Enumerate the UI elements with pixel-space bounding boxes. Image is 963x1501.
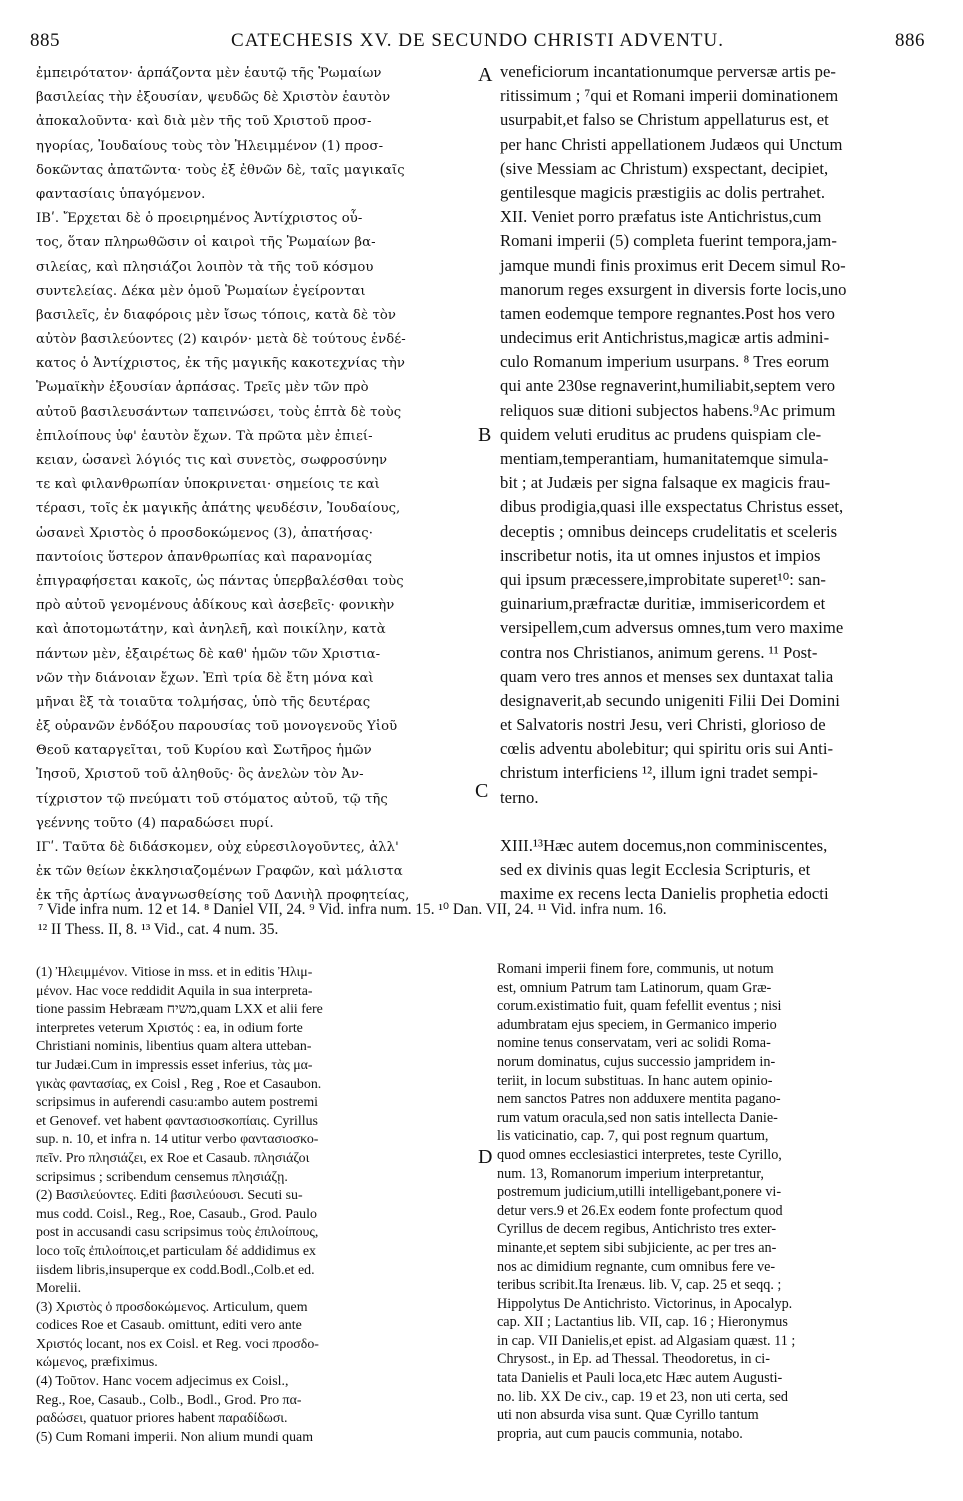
footnote-line: κώμενος, præfiximus. — [36, 1355, 158, 1371]
footnote-line: (3) Χριστὸς ὁ προσδοκώμενος. Articulum, quem — [36, 1299, 308, 1315]
greek-text-line: τε καὶ φιλανθρωπίαν ὑποκρινεται· σημείοις τε καὶ — [36, 477, 380, 493]
margin-marker-b: B — [478, 424, 492, 446]
greek-text-line: ΙΒʹ. Ἔρχεται δὲ ὁ προειρημένος Ἀντίχριστος οὗ- — [36, 211, 363, 227]
latin-text-line: sed ex divinis quas legit Ecclesia Scripturis, et — [500, 860, 811, 880]
latin-text-line: XIII.¹³Hæc autem docemus,non comminiscentes, — [500, 836, 828, 855]
footnote-line: tione passim Hebræam משיח,quam LXX et alii fere — [36, 1002, 323, 1018]
latin-text-column — [500, 60, 930, 907]
footnote-line: tur Judæi.Cum in impressis esset inferius, τὰς μα- — [36, 1057, 313, 1073]
footnote-line: rum vatum oracula,sed non satis intellecta Danie- — [497, 1109, 778, 1126]
latin-text-line: jamque mundi finis proximus erit Decem simul Ro- — [500, 255, 846, 275]
footnote-line: in cap. VII Danielis,et epist. ad Algasiam quæst. 11 ; — [497, 1332, 796, 1349]
latin-text-line: dibus prodigia,quasi ille exspectatus Christus esset, — [500, 497, 844, 517]
greek-text-line: ἐμπειρότατον· ἁρπάζοντα μὲν ἑαυτῷ τῆς Ῥωμαίων — [36, 66, 382, 81]
greek-text-line: φαντασίαις ὑπαγόμενον. — [36, 186, 206, 202]
footnote-line: interpretes veterum Χριστός : ea, in odium forte — [36, 1020, 303, 1036]
greek-text-line: ηγορίας, Ἰουδαίους τοὺς τὸν Ἠλειμμένον (1) προσ- — [36, 138, 384, 154]
margin-marker-a: A — [478, 64, 493, 86]
greek-text-line: κατος ὁ Ἀντίχριστος, ἐκ τῆς μαγικῆς κακοτεχνίας τὴν — [36, 356, 405, 372]
footnote-line: lis vaticinatio, cap. 7, qui post regnum quartum, — [497, 1128, 769, 1145]
latin-text-line: bit ; at Judæis per signa falsaque ex magicis frau- — [500, 473, 831, 493]
footnote-line: Hippolytus De Antichristo. Victorinus, in Apocalyp. — [497, 1295, 793, 1312]
reference-line: ⁷ Vide infra num. 12 et 14. ⁸ Daniel VII, 24. ⁹ Vid. infra num. 15. ¹⁰ Dan. VII, 24. ¹¹ Vid. infra num. 16. — [38, 901, 667, 918]
footnote-line: μένον. Hac voce reddidit Aquila in sua interpreta- — [36, 983, 313, 999]
latin-text-line: guinarium,præfractæ duritiæ, immisericordem et — [500, 594, 826, 614]
footnote-line: (4) Τοῦτον. Hanc vocem adjecimus ex Coisl., — [36, 1374, 289, 1390]
footnote-line: adumbratam ejus speciem, in Germanico imperio — [497, 1016, 777, 1033]
latin-text-line: designaverit,ab secundo unigeniti Filii Dei Domini — [500, 690, 840, 710]
greek-text-line: μῆναι ἓξ τὰ τοιαῦτα τολμήσας, ὑπὸ τῆς δευτέρας — [36, 694, 371, 710]
greek-text-line: πρὸ αὐτοῦ γενομένους ἀδίκους καὶ ἀσεβεῖς· φονικὴν — [36, 598, 395, 614]
footnote-line: detur vers.9 et 26.Ex eodem fonte profectum quod — [497, 1202, 783, 1219]
latin-text-line: maxime ex recens lecta Danielis prophetia edocti — [500, 884, 829, 904]
page-number-left: 885 — [30, 30, 60, 51]
footnote-line: sup. n. 10, et infra n. 14 utitur verbo φαντασιοσκο- — [36, 1132, 319, 1148]
latin-text-line: veneficiorum incantationumque perversæ artis pe- — [500, 62, 837, 81]
greek-text-line: Ἰησοῦ, Χριστοῦ τοῦ ἀληθοῦς· ὃς ἀνελὼν τὸν Ἀν- — [36, 767, 364, 783]
greek-text-line: νῶν τὴν διάνοιαν ἔχων. Ἐπὶ τρία δὲ ἔτη μόνα καὶ — [36, 670, 374, 686]
footnote-line: γικὰς φαντασίας, ex Coisl , Reg , Roe et Casaubon. — [36, 1076, 322, 1092]
greek-text-line: ἐξ οὐρανῶν ἐνδόξου παρουσίας τοῦ μονογενοῦς Υἱοῦ — [36, 719, 398, 735]
latin-text-line: qui ante 230se regnaverint,humiliabit,septem vero — [500, 376, 836, 396]
latin-text-line: reliquos suæ ditioni subjectos habens.⁹Ac primum — [500, 400, 836, 420]
greek-text-line: ΙΓʹ. Ταῦτα δὲ διδάσκομεν, οὐχ εὑρεσιλογοῦντες, ἀλλ' — [36, 840, 399, 855]
greek-text-line: γεέννης τοῦτο (4) παραδώσει πυρί. — [36, 815, 274, 831]
greek-text-line: τος, ὅταν πληρωθῶσιν οἱ καιροὶ τῆς Ῥωμαίων βα- — [36, 235, 376, 251]
footnote-line: nem sanctos Patres non adduxere mentita pagano- — [497, 1091, 781, 1108]
footnotes-right-column — [497, 960, 929, 1443]
greek-text-line: σιλείας, καὶ πλησιάζοι λοιπὸν τὰ τῆς τοῦ κόσμου — [36, 259, 374, 275]
footnote-line: uti non absurda visa sunt. Quæ Cyrillo tantum — [497, 1407, 759, 1424]
footnote-line: Christiani nominis, libentius quam altera utteban- — [36, 1039, 312, 1055]
footnote-line: (5) Cum Romani imperii. Non alium mundi quam — [36, 1429, 314, 1445]
footnote-line: πεῖν. Pro πλησιάζει, ex Roe et Casaub. πλησιάζοι — [36, 1150, 310, 1166]
greek-text-line: ἐπιλοίπους ὑφ' ἑαυτὸν ἔχων. Τὰ πρῶτα μὲν ἐπιεί- — [36, 428, 373, 444]
greek-text-line: Ῥωμαϊκὴν ἐξουσίαν ἁρπάσας. Τρεῖς μὲν τῶν πρὸ — [36, 380, 369, 396]
latin-text-line: mentiam,temperantiam, humanitatemque simula- — [500, 449, 829, 468]
latin-text-line: tamen eodemque tempore regnantes.Post hos vero — [500, 303, 836, 323]
footnote-line: corum.existimatio fuit, quam fefellit eventus ; nisi — [497, 998, 782, 1015]
margin-marker-d: D — [478, 1146, 493, 1168]
page-number-right: 886 — [895, 30, 925, 51]
latin-text-line: manorum reges exsurgent in diversis forte locis,uno — [500, 279, 847, 299]
latin-text-line: terno. — [500, 787, 539, 807]
greek-text-line: πάντων μὲν, ἐξαιρέτως δὲ καθ' ἡμῶν τῶν Χριστια- — [36, 646, 381, 662]
latin-text-line: cœlis adventu abolebitur; qui spiritu oris sui Anti- — [500, 739, 834, 759]
footnote-line: postremum judicium,utilli intelligebant,ponere vi- — [497, 1184, 782, 1201]
footnote-line: (1) Ἠλειμμένον. Vitiose in mss. et in editis Ἠλιμ- — [36, 965, 313, 980]
footnote-line: et Genovef. vet habent φαντασιοσκοπίαις. Cyrillus — [36, 1113, 318, 1129]
latin-text-line — [500, 810, 930, 834]
footnote-line: Χριστός locant, nos ex Coisl. et Reg. voci προσδο- — [36, 1336, 319, 1352]
scripture-references — [38, 900, 928, 940]
greek-text-line: ἀποκαλοῦντα· καὶ διὰ μὲν τῆς τοῦ Χριστοῦ προσ- — [36, 114, 372, 130]
latin-text-line: quidem veluti eruditus ac prudens quispiam cle- — [500, 424, 822, 444]
footnote-line: nomine tenus conservatam, veri ac solidi Roma- — [497, 1035, 771, 1052]
latin-text-line: inscribetur notis, ita ut omnes injustos et impios — [500, 545, 821, 565]
latin-text-line: versipellem,cum adversus omnes,tum vero maxime — [500, 618, 844, 638]
latin-text-line: gentilesque magicis præstigiis ac dolis pertrahet. — [500, 182, 826, 202]
latin-text-line: quam vero tres annos et menses sex duntaxat talia — [500, 666, 834, 686]
footnote-line: teriit, in locum substituas. In hanc autem opinio- — [497, 1072, 773, 1089]
footnote-line: codices Roe et Casaub. omittunt, editi vero ante — [36, 1318, 302, 1334]
greek-text-line: τίχριστον τῷ πνεύματι τοῦ στόματος αὐτοῦ, τῷ τῆς — [36, 791, 388, 807]
footnote-line: Chrysost., in Ep. ad Thessal. Theodoretus, in ci- — [497, 1351, 770, 1368]
greek-text-line: αὐτὸν βασιλεύοντες (2) καιρόν· μετὰ δὲ τούτους ἑνδέ- — [36, 332, 406, 348]
greek-text-line: βασιλείας τὴν ἐξουσίαν, ψευδῶς δὲ Χριστὸν ἑαυτὸν — [36, 90, 391, 106]
latin-text-line: deceptis ; omnibus deinceps crudelitatis et sceleris — [500, 521, 838, 541]
latin-text-line: ritissimum ; ⁷qui et Romani imperii dominationem — [500, 86, 839, 106]
footnote-line: ραδώσει, quatuor priores habent παραδίδωσι. — [36, 1411, 288, 1427]
latin-text-line: christum interficiens ¹², illum igni tradet sempi- — [500, 763, 818, 783]
footnote-line: norum dominatus, cujus successio jampridem in- — [497, 1053, 776, 1070]
greek-text-line: Θεοῦ καταργεῖται, τοῦ Κυρίου καὶ Σωτῆρος ἡμῶν — [36, 743, 372, 759]
footnote-line: cap. XII ; Lactantius lib. VII, cap. 16 ; Hieronymus — [497, 1314, 788, 1331]
footnote-line: (2) Βασιλεύοντες. Editi βασιλεύουσι. Secuti su- — [36, 1188, 303, 1204]
footnote-line: loco τοῖς ἐπιλοίποις,et particulam δέ addidimus ex — [36, 1243, 316, 1259]
running-title: CATECHESIS XV. DE SECUNDO CHRISTI ADVENTU. — [231, 30, 724, 51]
latin-text-line: et Salvatoris nostri Jesu, veri Christi, glorioso de — [500, 715, 826, 735]
latin-text-line: undecimus erit Antichristus,magicæ artis admini- — [500, 328, 830, 348]
footnote-line: no. lib. XX De civ., cap. 19 et 23, non uti certa, sed — [497, 1388, 789, 1405]
footnote-line: Cyrillus de decem regibus, Antichristo tres exter- — [497, 1221, 777, 1238]
latin-text-line: qui ipsum præcessere,improbitate superet¹⁰: san- — [500, 569, 827, 589]
footnotes-left-column — [36, 964, 476, 1447]
greek-text-line: ἐπιγραφήσεται κακοῖς, ὡς πάντας ὑπερβαλέσθαι τοὺς — [36, 573, 404, 589]
footnote-line: iisdem libris,insuperque ex codd.Bodl.,Colb.et ed. — [36, 1262, 315, 1278]
footnote-line: scripsimus in auferendi casu:ambo autem postremi — [36, 1095, 318, 1111]
greek-text-line: ὡσανεὶ Χριστὸς ὁ προσδοκώμενος (3), ἀπατήσας· — [36, 525, 374, 541]
footnote-line: quod omnes ecclesiastici interpretes, teste Cyrillo, — [497, 1146, 782, 1163]
reference-line: ¹² II Thess. II, 8. ¹³ Vid., cat. 4 num. 35. — [38, 921, 279, 938]
greek-text-line: ἐκ τῶν θείων ἐκκλησιαζομένων Γραφῶν, καὶ μάλιστα — [36, 864, 403, 880]
latin-text-line: Romani imperii (5) completa fuerint tempora,jam- — [500, 231, 837, 251]
greek-text-line: βασιλεῖς, ἐν διαφόροις μὲν ἴσως τόποις, κατὰ δὲ τὸν — [36, 307, 396, 323]
greek-text-line: καὶ ἀποτομωτάτην, καὶ ἀνηλεῆ, καὶ ποικίλην, κατὰ — [36, 622, 386, 638]
footnote-line: Romani imperii finem fore, communis, ut notum — [497, 961, 774, 977]
footnote-line: tata Danielis et Pauli loca,etc Hæc autem Augusti- — [497, 1370, 783, 1387]
footnote-line: propria, aut cum paucis communia, notabo. — [497, 1425, 743, 1442]
greek-text-line: ἐκ τῆς ἀρτίως ἀναγνωσθείσης τοῦ Δανιὴλ προφητείας, — [36, 888, 410, 904]
greek-text-line: τέρασι, τοῖς ἐκ μαγικῆς ἀπάτης ψευδέσιν, Ἰουδαίους, — [36, 501, 401, 517]
footnote-line: teribus scribit.Ita Irenæus. lib. V, cap. 25 et seqq. ; — [497, 1277, 782, 1294]
latin-text-line: per hanc Christi appellationem Judæos qui Unctum — [500, 134, 843, 154]
footnote-line: scripsimus ; scribendum censemus πλησιάζῃ. — [36, 1169, 288, 1185]
latin-text-line: culo Romanum imperium usurpans. ⁸ Tres eorum — [500, 352, 830, 372]
greek-text-line: παντοίοις ὕστερον ἀπανθρωπίας καὶ παρανομίας — [36, 549, 373, 565]
greek-text-line: κειαν, ὡσανεὶ λόγιός τις καὶ συνετὸς, σωφροσύνην — [36, 453, 388, 468]
greek-text-line: αὐτοῦ βασιλευσάντων ταπεινώσει, τοὺς ἑπτὰ δὲ τοὺς — [36, 404, 402, 420]
latin-text-line: usurpabit,et falso se Christum appellaturus est, et — [500, 110, 829, 130]
latin-text-line: contra nos Christianos, animum gerens. ¹¹ Post- — [500, 642, 818, 662]
latin-text-line: XII. Veniet porro præfatus iste Antichristus,cum — [500, 207, 822, 227]
latin-text-line: (sive Messiam ac Christum) exspectant, decipiet, — [500, 158, 829, 178]
greek-text-column — [36, 62, 476, 909]
footnote-line: num. 13, Romanorum imperium interpretantur, — [497, 1165, 764, 1182]
footnote-line: mus codd. Coisl., Reg., Roe, Casaub., Grod. Paulo — [36, 1206, 317, 1222]
footnote-line: Reg., Roe, Casaub., Colb., Bodl., Grod. Pro πα- — [36, 1392, 302, 1408]
greek-text-line: συντελείας. Δέκα μὲν ὁμοῦ Ῥωμαίων ἐγείρονται — [36, 283, 366, 299]
footnote-line: est, omnium Patrum tam Latinorum, quam Græ- — [497, 979, 772, 996]
footnote-line: minante,et septem sibi subjiciente, ac per tres an- — [497, 1239, 777, 1256]
greek-text-line: δοκῶντας ἀπατῶντα· τοὺς ἐξ ἐθνῶν δὲ, ταῖς μαγικαῖς — [36, 162, 405, 178]
footnote-line: post in accusandi casu scripsimus τοὺς ἐπιλοίπους, — [36, 1225, 319, 1241]
footnote-line: nos ac dimidium regnante, cum omnibus fere ve- — [497, 1258, 776, 1275]
running-header — [30, 30, 925, 56]
footnote-line: Morelii. — [36, 1281, 82, 1297]
margin-marker-c: C — [475, 780, 489, 802]
